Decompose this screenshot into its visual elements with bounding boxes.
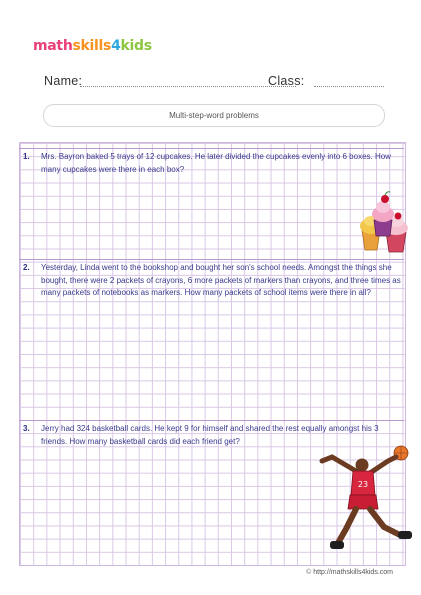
worksheet-title <box>43 104 385 127</box>
cupcakes-illustration <box>358 190 412 256</box>
problem-1 <box>19 151 404 179</box>
problem-3-number: 3. <box>23 424 30 433</box>
logo-part-math: math <box>33 38 73 54</box>
footer-copyright <box>306 569 393 576</box>
name-field[interactable] <box>80 86 296 87</box>
problem-2-top-separator <box>19 259 404 260</box>
class-field[interactable] <box>314 86 384 87</box>
problem-1-text: Mrs. Bayron baked 5 trays of 12 cupcakes. He later divided the cupcakes evenly into 6 boxes. How many cupcakes were there in each box? <box>41 152 391 174</box>
class-label: Class: <box>268 74 305 88</box>
brand-logo <box>33 36 152 56</box>
name-label: Name: <box>44 74 83 88</box>
basketball-player-illustration <box>316 443 414 561</box>
logo-part-4: 4 <box>111 38 121 54</box>
problem-2-text: Yesterday, Linda went to the bookshop and bought her son's school needs. Amongst the things she bought, there were 2 packets of crayons, 6 more packets of markers than crayons, and three times as many packets of notebooks as markers. How many packets of school items were there in all? <box>41 263 401 298</box>
worksheet-title-text: Multi-step-word problems <box>169 111 259 120</box>
problem-3-text: Jerry had 324 basketball cards. He kept 9 for himself and shared the rest equally amongst his 3 friends. How many basketball cards did each friend get? <box>41 424 379 446</box>
problem-3-top-separator <box>19 420 404 421</box>
problem-2-number: 2. <box>23 263 30 272</box>
logo-part-skills: skills <box>72 38 112 54</box>
name-class-row <box>44 71 394 93</box>
svg-text:23: 23 <box>357 480 369 489</box>
problem-1-top-separator <box>19 148 404 149</box>
logo-part-kids: kids <box>120 38 152 54</box>
footer-url[interactable]: http://mathskills4kids.com <box>313 569 393 576</box>
problem-2 <box>19 262 404 316</box>
copyright-symbol: © <box>306 569 312 576</box>
problem-1-number: 1. <box>23 152 30 161</box>
